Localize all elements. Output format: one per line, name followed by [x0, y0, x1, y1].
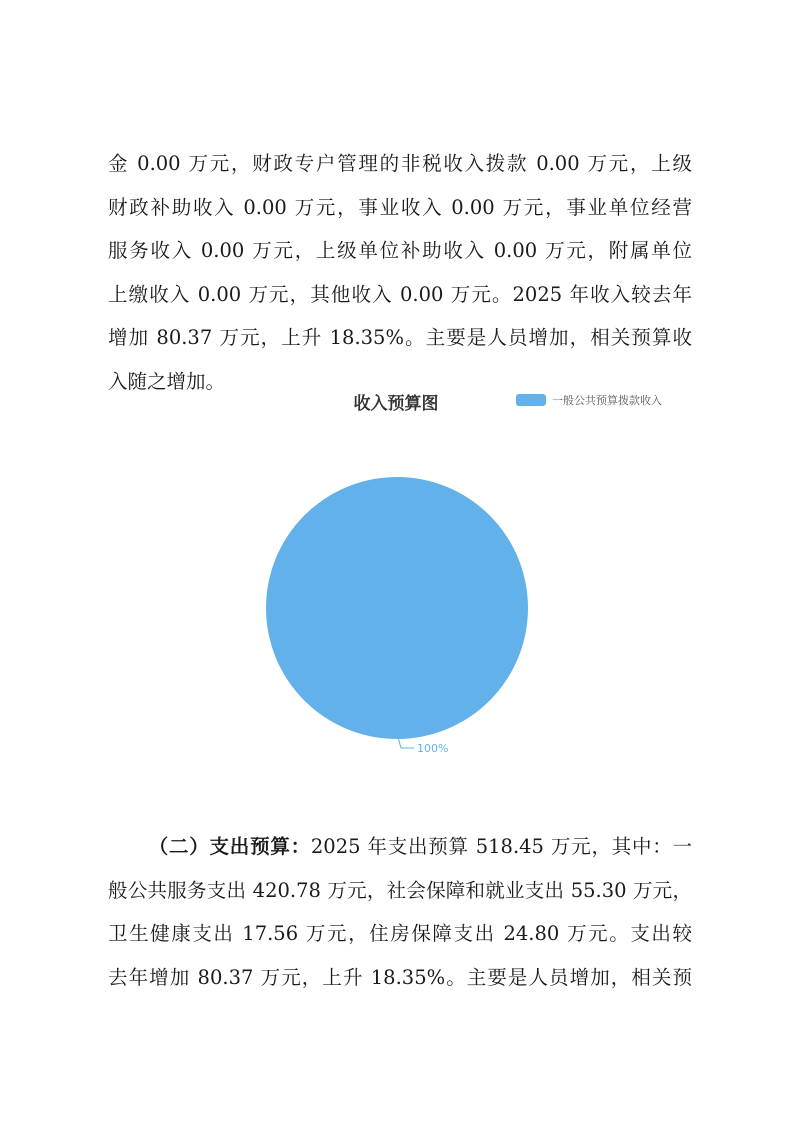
- text-line: 金 0.00 万元，财政专户管理的非税收入拨款 0.00 万元，上级: [108, 152, 692, 175]
- income-paragraph: [108, 142, 692, 403]
- legend-label: 一般公共预算拨款收入: [552, 394, 662, 407]
- section-heading: （二）支出预算：: [148, 835, 311, 858]
- pie-slice: [266, 477, 528, 739]
- slice-percent-label: 100%: [417, 742, 449, 755]
- text-fragment: 2025 年支出预算 518.45 万元，其中：一: [310, 835, 692, 858]
- income-budget-pie-chart: [0, 380, 793, 780]
- expenditure-paragraph: [108, 825, 692, 999]
- text-line: 卫生健康支出 17.56 万元，住房保障支出 24.80 万元。支出较: [108, 922, 692, 945]
- text-line: [108, 825, 692, 869]
- chart-title: 收入预算图: [353, 394, 439, 414]
- text-line: 增加 80.37 万元，上升 18.35%。主要是人员增加，相关预算收: [108, 326, 692, 349]
- pie-slices: [266, 477, 528, 739]
- text-line: 财政补助收入 0.00 万元，事业收入 0.00 万元，事业单位经营: [108, 195, 692, 219]
- legend-swatch: [516, 394, 546, 406]
- text-line: 去年增加 80.37 万元，上升 18.35%。主要是人员增加，相关预: [108, 965, 692, 989]
- text-line: 服务收入 0.00 万元，上级单位补助收入 0.00 万元，附属单位: [108, 239, 692, 262]
- text-line: 上缴收入 0.00 万元，其他收入 0.00 万元。2025 年收入较去年: [108, 282, 692, 306]
- text-line: 入随之增加。: [108, 369, 226, 393]
- text-line: 般公共服务支出 420.78 万元，社会保障和就业支出 55.30 万元，: [108, 878, 692, 902]
